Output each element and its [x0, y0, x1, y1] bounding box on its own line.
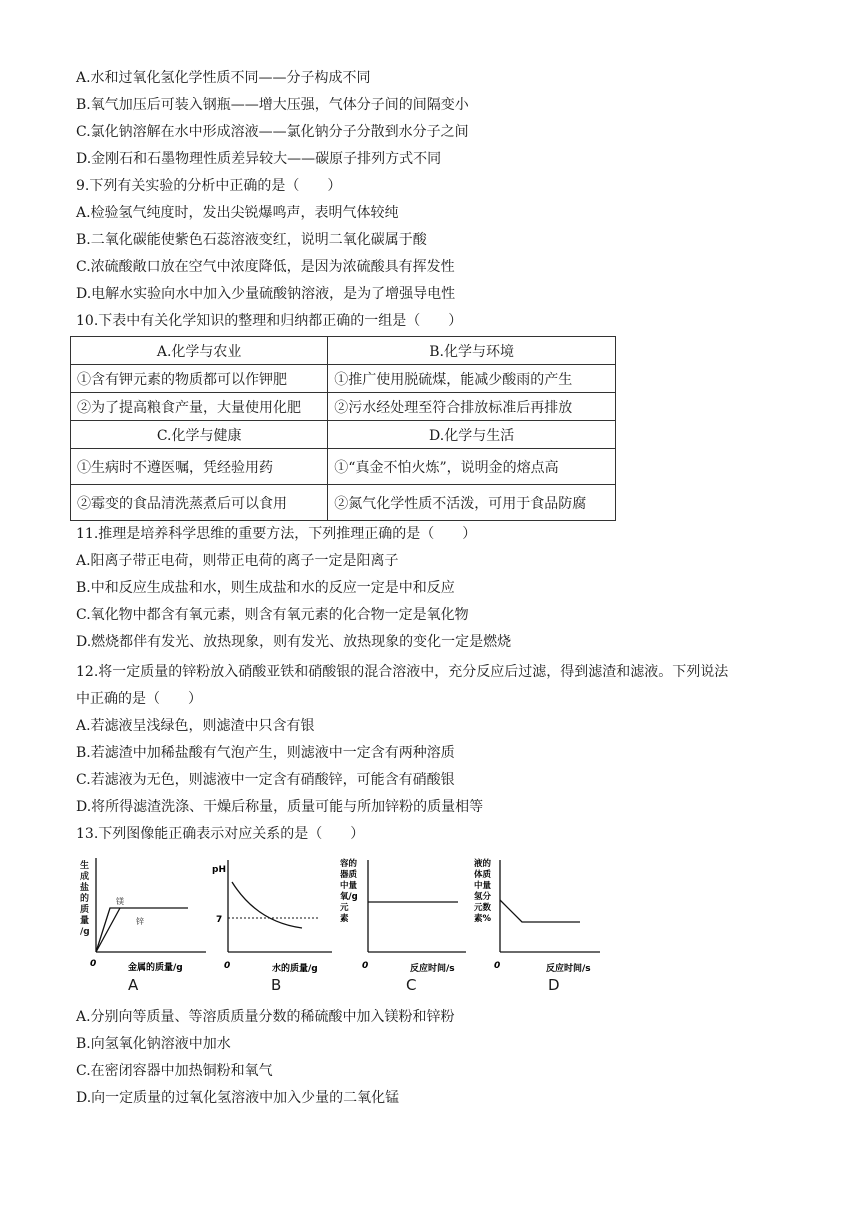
table-head-a: A.化学与农业	[71, 337, 328, 365]
q11-option-d: D.燃烧都伴有发光、放热现象，则有发光、放热现象的变化一定是燃烧	[76, 634, 512, 650]
graph-d-ylabel-line: 元数	[474, 903, 492, 913]
table-cell-d1: ①“真金不怕火炼”，说明金的熔点高	[328, 449, 616, 485]
graph-a-ylabel-char: 生	[80, 861, 90, 871]
graph-d-line	[500, 900, 580, 922]
graph-d-ylabel-line: 体质	[474, 870, 492, 880]
graph-a-series-zn: 锌	[136, 917, 144, 926]
graph-a-line-mg	[96, 908, 188, 952]
q8-option-c: C.氯化钠溶解在水中形成溶液——氯化钠分子分散到水分子之间	[76, 124, 469, 140]
graph-b	[212, 852, 337, 981]
graph-b-curve	[232, 882, 302, 928]
q8-option-b: B.氧气加压后可装入钢瓶——增大压强，气体分子间的间隔变小	[76, 97, 469, 113]
graph-d-ylabel-line: 素%	[474, 914, 492, 924]
table-cell-a1: ①含有钾元素的物质都可以作钾肥	[71, 365, 328, 393]
graph-d-ylabel-line: 氢分	[474, 892, 492, 902]
table-cell-c2: ②霉变的食品清洗蒸煮后可以食用	[71, 485, 328, 521]
table-head-c: C.化学与健康	[71, 421, 328, 449]
q11-stem: 11.推理是培养科学思维的重要方法，下列推理正确的是（ ）	[76, 526, 477, 542]
q9-option-a: A.检验氢气纯度时，发出尖锐爆鸣声，表明气体较纯	[76, 205, 399, 221]
table-head-d: D.化学与生活	[328, 421, 616, 449]
table-cell-d2: ②氮气化学性质不活泼，可用于食品防腐	[328, 485, 616, 521]
q12-option-d: D.将所得滤渣洗涤、干燥后称量，质量可能与所加锌粉的质量相等	[76, 799, 484, 815]
q9-option-d: D.电解水实验向水中加入少量硫酸钠溶液，是为了增强导电性	[76, 286, 456, 302]
graph-b-ylabel: pH	[212, 865, 226, 875]
q13-stem: 13.下列图像能正确表示对应关系的是（ ）	[76, 826, 365, 842]
graph-c-ylabel-line: 氧/g	[340, 892, 358, 902]
graph-a-svg	[78, 852, 208, 977]
graph-a-ylabel-char: /g	[80, 927, 90, 937]
graph-b-label: B	[271, 976, 282, 994]
graph-a-ylabel-char: 的	[80, 894, 90, 904]
q8-option-a: A.水和过氧化氢化学性质不同——分子构成不同	[76, 70, 371, 86]
q13-option-d: D.向一定质量的过氧化氢溶液中加入少量的二氧化锰	[76, 1090, 400, 1106]
q10-stem: 10.下表中有关化学知识的整理和归纳都正确的一组是（ ）	[76, 313, 463, 329]
table-cell-b2: ②污水经处理至符合排放标准后再排放	[328, 393, 616, 421]
table-cell-c1: ①生病时不遵医嘱，凭经验用药	[71, 449, 328, 485]
graph-a-origin: 0	[90, 959, 97, 969]
q12-option-c: C.若滤液为无色，则滤液中一定含有硝酸锌，可能含有硝酸银	[76, 772, 455, 788]
graph-c	[338, 852, 468, 981]
q12-option-a: A.若滤液呈浅绿色，则滤渣中只含有银	[76, 718, 315, 734]
graph-c-label: C	[406, 976, 417, 994]
graph-c-ylabel-line: 元	[340, 903, 349, 913]
graph-c-ylabel-line: 容的	[340, 859, 358, 869]
q9-option-b: B.二氧化碳能使紫色石蕊溶液变红，说明二氧化碳属于酸	[76, 232, 427, 248]
q9-stem: 9.下列有关实验的分析中正确的是（ ）	[76, 178, 342, 194]
graph-c-ylabel-line: 素	[340, 914, 349, 924]
q12-option-b: B.若滤渣中加稀盐酸有气泡产生，则滤液中一定含有两种溶质	[76, 745, 455, 761]
graph-b-svg	[212, 852, 337, 977]
graph-d-svg	[470, 852, 605, 977]
graph-a-ylabel-char: 质	[80, 905, 90, 915]
graph-d-xlabel: 反应时间/s	[546, 964, 591, 974]
graph-a-xlabel: 金属的质量/g	[128, 963, 183, 973]
graph-a-ylabel-char: 成	[80, 872, 90, 882]
graph-c-ylabel	[339, 858, 358, 924]
graph-b-xlabel: 水的质量/g	[272, 964, 318, 974]
graph-a	[78, 852, 208, 981]
q11-option-a: A.阳离子带正电荷，则带正电荷的离子一定是阳离子	[76, 553, 399, 569]
graph-d-ylabel-line: 液的	[474, 859, 492, 869]
table-head-b: B.化学与环境	[328, 337, 616, 365]
table-cell-b1: ①推广使用脱硫煤，能减少酸雨的产生	[328, 365, 616, 393]
graph-d-origin: 0	[494, 961, 501, 971]
graph-c-origin: 0	[362, 961, 369, 971]
graph-b-tick-7: 7	[216, 915, 223, 925]
q8-option-d: D.金刚石和石墨物理性质差异较大——碳原子排列方式不同	[76, 151, 442, 167]
graph-d	[470, 852, 605, 981]
table-cell-a2: ②为了提高粮食产量，大量使用化肥	[71, 393, 328, 421]
q11-option-c: C.氧化物中都含有氧元素，则含有氧元素的化合物一定是氧化物	[76, 607, 469, 623]
graph-a-ylabel	[80, 859, 90, 937]
q10-table	[70, 336, 616, 521]
q11-option-b: B.中和反应生成盐和水，则生成盐和水的反应一定是中和反应	[76, 580, 455, 596]
graph-a-ylabel-char: 量	[80, 916, 90, 926]
graph-c-svg	[338, 852, 468, 977]
graph-c-ylabel-line: 器质	[340, 870, 358, 880]
graph-a-ylabel-char: 盐	[80, 883, 90, 893]
q13-option-a: A.分别向等质量、等溶质质量分数的稀硫酸中加入镁粉和锌粉	[76, 1009, 455, 1025]
q13-option-b: B.向氢氧化钠溶液中加水	[76, 1036, 231, 1052]
graph-a-series-mg: 镁	[116, 897, 124, 906]
q9-option-c: C.浓硫酸敞口放在空气中浓度降低，是因为浓硫酸具有挥发性	[76, 259, 455, 275]
q12-stem-line2: 中正确的是（ ）	[76, 691, 202, 707]
q12-stem-line1: 12.将一定质量的锌粉放入硝酸亚铁和硝酸银的混合溶液中，充分反应后过滤，得到滤渣和滤液。下列说法	[76, 664, 729, 680]
graph-b-origin: 0	[224, 961, 231, 971]
graph-c-xlabel: 反应时间/s	[410, 964, 455, 974]
graph-a-label: A	[128, 976, 139, 994]
graph-d-label: D	[548, 976, 560, 994]
graph-d-ylabel-line: 中量	[474, 881, 492, 891]
q13-option-c: C.在密闭容器中加热铜粉和氧气	[76, 1063, 273, 1079]
graph-d-ylabel	[474, 858, 492, 924]
graph-c-ylabel-line: 中量	[340, 881, 358, 891]
